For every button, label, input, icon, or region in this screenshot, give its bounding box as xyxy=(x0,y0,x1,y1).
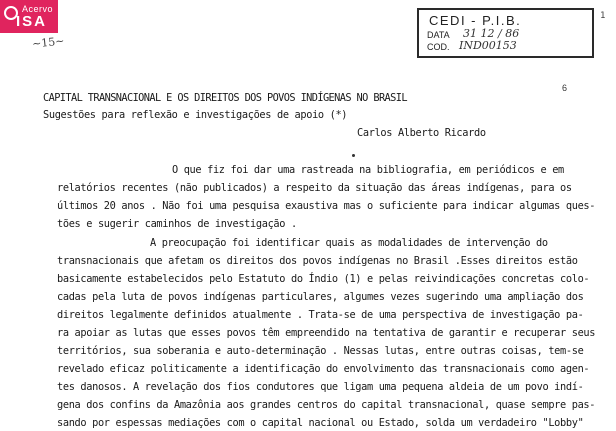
stamp-code-value: IND00153 xyxy=(459,39,517,52)
paragraph2-line: transnacionais que afetam os direitos dos povos indígenas no Brasil .Esses direitos estão xyxy=(57,255,578,267)
stamp-date-value: 31 12 / 86 xyxy=(463,27,520,40)
paragraph2-line: sando por espessas mediações com o capital nacional ou Estado, solda um verdadeiro "Lobby" xyxy=(57,417,584,429)
paragraph1-line: tões e sugerir caminhos de investigação . xyxy=(57,218,297,230)
archive-stamp xyxy=(417,8,594,58)
acervo-isa-logo xyxy=(0,0,58,33)
paragraph2-line: basicamente estabelecidos pelo Estatuto do Índio (1) e pelas reivindicações concretas colo- xyxy=(57,273,590,285)
paragraph2-line: revelado eficaz politicamente a identificação do envolvimento das transnacionais como agen- xyxy=(57,363,590,375)
paragraph2-line: tes danosos. A revelação dos fios condutores que ligam uma pequena aldeia de um povo indí- xyxy=(57,381,584,393)
paragraph1-line: O que fiz foi dar uma rastreada na bibliografia, em periódicos e em xyxy=(172,164,564,176)
document-author: Carlos Alberto Ricardo xyxy=(357,127,486,139)
document-title: CAPITAL TRANSNACIONAL E OS DIREITOS DOS POVOS INDÍGENAS NO BRASIL xyxy=(43,92,407,104)
logo-bottom-text: ISA xyxy=(16,13,48,30)
document-subtitle: Sugestões para reflexão e investigações de apoio (*) xyxy=(43,109,348,121)
paragraph2-line: direitos legalmente definidos atualmente . Trata-se de uma perspectiva de investigação pa- xyxy=(57,309,584,321)
logo-top-text: Acervo xyxy=(22,4,54,14)
paragraph2-line: territórios, sua soberania e auto-determinação . Nessas lutas, entre outras coisas, tem-se xyxy=(57,345,584,357)
paragraph2-line: ra apoiar as lutas que esses povos têm empreendido na tentativa de garantir e recuperar seus xyxy=(57,327,596,339)
paragraph2-line: gena dos confins da Amazônia aos grandes centros do capital transnacional, quase sempre pas- xyxy=(57,399,596,411)
paragraph1-line: relatórios recentes (não publicados) a respeito da situação das áreas indígenas, para os xyxy=(57,182,572,194)
stamp-side-mark: 1 xyxy=(600,11,606,21)
page-number: 6 xyxy=(562,83,568,93)
stamp-date-label: DATA xyxy=(427,30,450,40)
handwritten-annotation: ~15~ xyxy=(31,34,66,51)
stamp-code-label: COD. xyxy=(427,42,450,52)
paragraph2-line: A preocupação foi identificar quais as modalidades de intervenção do xyxy=(150,237,548,249)
stamp-org: CEDI - P.I.B. xyxy=(429,13,522,28)
paragraph1-line: últimos 20 anos . Não foi uma pesquisa exaustiva mas o suficiente para indicar algumas ques- xyxy=(57,200,596,212)
paragraph2-line: cadas pela luta de povos indígenas particulares, algumes vezes sugerindo uma ampliação dos xyxy=(57,291,584,303)
ink-dot xyxy=(352,154,355,157)
